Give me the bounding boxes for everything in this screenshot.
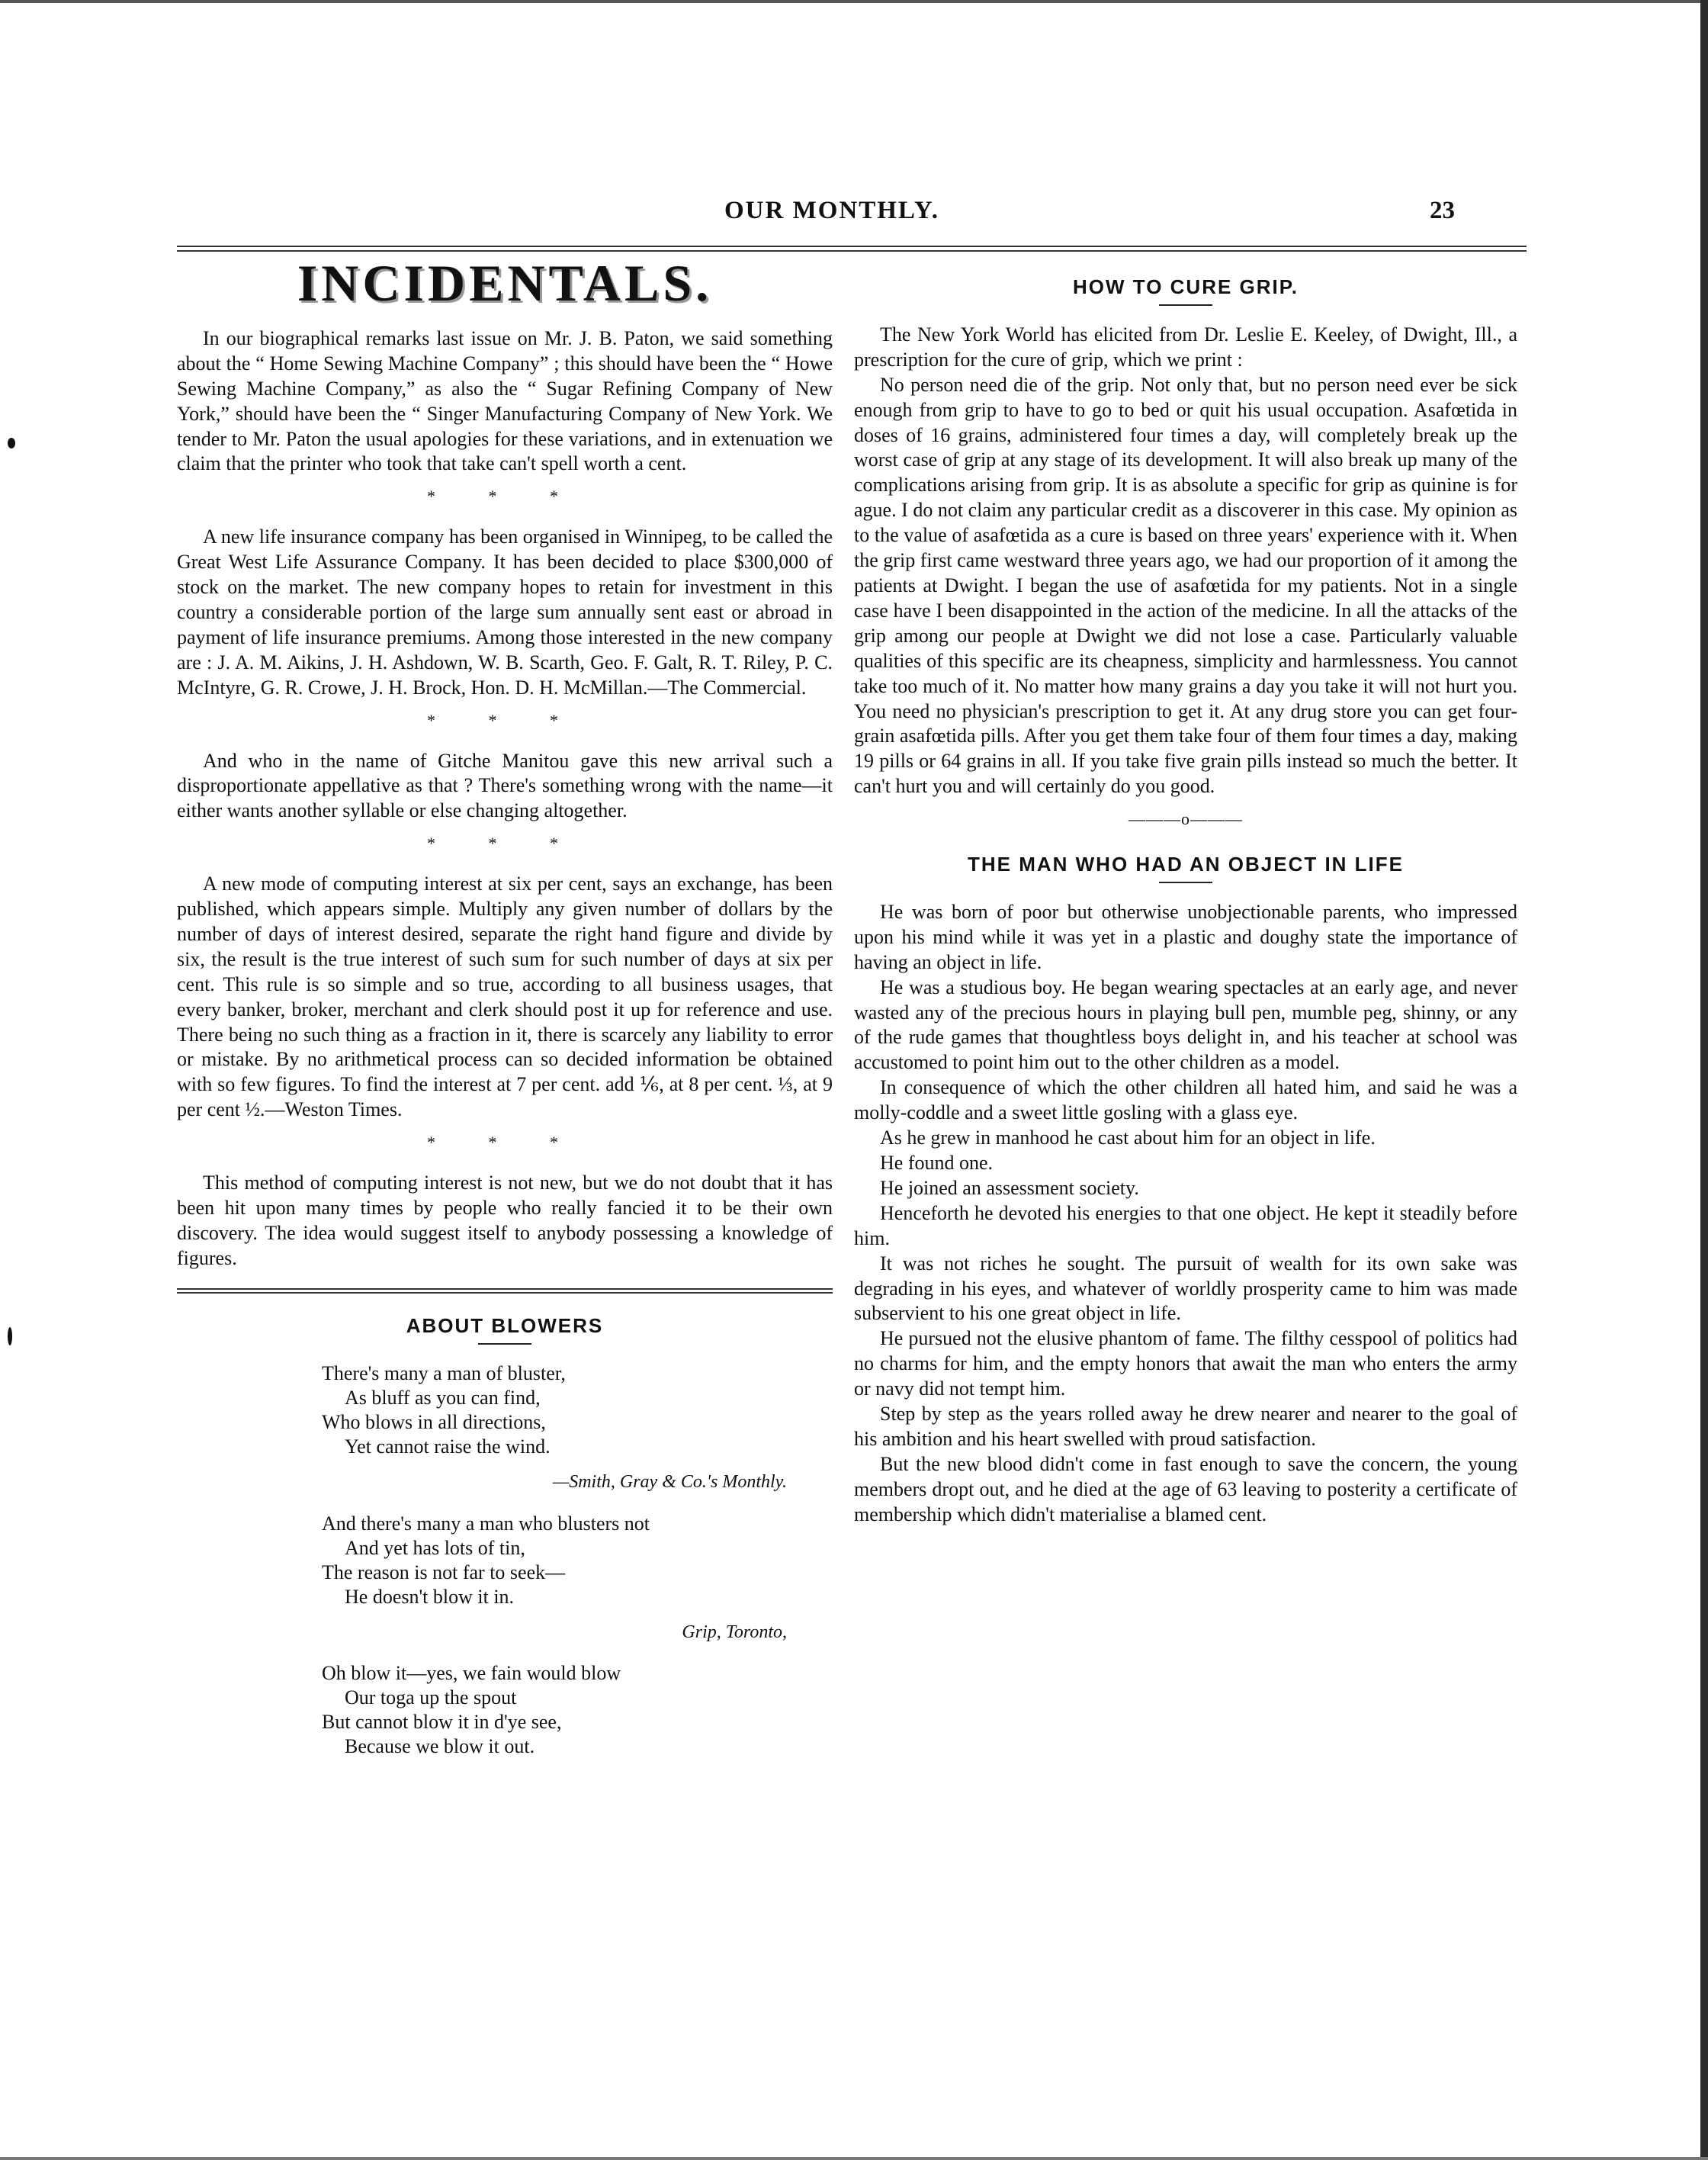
margin-mark [8,1327,12,1345]
verse-line: As bluff as you can find, [345,1386,541,1409]
paragraph: He joined an assessment society. [880,1176,1139,1199]
poem-verse-1 [322,1361,833,1459]
verse-line: Yet cannot raise the wind. [345,1435,551,1458]
verse-line: Because we blow it out. [345,1735,535,1758]
paragraph: In our biographical remarks last issue on Mr. J. B. Paton, we said something about the “ Home Sewing Machine Company” ; this should have been the “ Howe Sewing Machine Company,” as also the “ Sugar Refining Company of New York,” should have been the “ Singer Manufacturing Company of New York. We tender to Mr. Paton the usual apologies for these variations, and in extenuation we claim that the printer who took that take can't spell worth a cent. [177,326,833,475]
paragraph: As he grew in manhood he cast about him for an object in life. [880,1127,1376,1149]
verse-line: But cannot blow it in d'ye see, [322,1711,562,1734]
section-rule [177,1288,833,1294]
paragraph: Henceforth he devoted his energies to that one object. He kept it steadily before him. [854,1201,1517,1249]
verse-line: And yet has lots of tin, [345,1536,525,1559]
paragraph: No person need die of the grip. Not only that, but no person need ever be sick enough from grip to have to go to bed or quit his usual occupation. Asafœtida in doses of 16 grains, administered four times a day, will completely break up the worst case of grip at any stage of its development. It will also break up many of the complications arising from grip. It is as absolute a specific for grip as quinine is for ague. I do not claim any particular credit as a discoverer in this case. My opinion as to the value of asafœtida as a cure is based on three years' experience with it. When the grip first came westward three years ago, we had our proportion of it among the patients at Dwight. I began the use of asafœtida for my patients. Not in a single case have I been disappointed in the action of the medicine. In all the attacks of the grip among our people at Dwight we did not lose a case. Particularly valuable qualities of this specific are its cheapness, simplicity and harmlessness. You cannot take too much of it. No matter how many grains a day you take it will not hurt you. You need no physician's prescription to get it. At any drug store you can get four-grain asafœtida pills. After you get them take four of them four times a day, making 19 pills or 64 grains in all. If you take five grain pills instead so much the better. It can't hurt you and will certainly do you good. [854,373,1517,798]
paragraph: In consequence of which the other children all hated him, and said he was a molly-coddle and a sweet little gosling with a glass eye. [854,1076,1517,1124]
star-separator: * * * [427,1133,583,1152]
verse-line: There's many a man of bluster, [322,1361,566,1384]
left-column [177,254,833,1759]
heading-rule [1159,882,1212,883]
paragraph: A new mode of computing interest at six per cent, says an exchange, has been published, which appears simple. Multiply any given number of dollars by the number of days of interest desired, separate the right hand figure and divide by six, the result is the true interest of such sum for such number of days at six per cent. This rule is so simple and so true, according to all business usages, that every banker, broker, merchant and clerk should post it up for reference and use. There being no such thing as a fraction in it, there is scarcely any liability to error or mistake. By no arithmetical process can so decided information be obtained with so few figures. To find the interest at 7 per cent. add ⅙, at 8 per cent. ⅓, at 9 per cent ½.—Weston Times. [177,873,833,1121]
paragraph: It was not riches he sought. The pursuit of wealth for its own sake was degrading in his eyes, and whatever of worldly prosperity came to him was made subservient to his one great object in life. [854,1252,1517,1325]
attribution: —Smith, Gray & Co.'s Monthly. [552,1471,787,1492]
verse-line: Our toga up the spout [345,1686,517,1709]
verse-line: And there's many a man who blusters not [322,1512,650,1535]
star-separator: * * * [427,710,583,730]
paragraph: The New York World has elicited from Dr. Leslie E. Keeley, of Dwight, Ill., a prescription for the cure of grip, which we print : [854,323,1517,371]
paragraph: He found one. [880,1152,994,1174]
page-edge-right [1700,0,1708,2160]
paragraph: A new life insurance company has been organised in Winnipeg, to be called the Great West Life Assurance Company. It has been decided to place $300,000 of stock on the market. The new company hopes to retain for investment in this country a considerable portion of the large sum annually sent east or abroad in payment of life insurance premiums. Among those interested in the new company are : J. A. M. Aikins, J. H. Ashdown, W. B. Scarth, Geo. F. Galt, R. T. Riley, P. C. McIntyre, G. R. Crowe, J. H. Brock, Hon. D. H. McMillan.—The Commercial. [177,526,833,699]
margin-mark [8,438,15,448]
paragraph: He was born of poor but otherwise unobjectionable parents, who impressed upon his mind while it was yet in a plastic and doughy state the importance of having an object in life. [854,900,1517,973]
paragraph: This method of computing interest is not new, but we do not doubt that it has been hit upon many times by people who really fancied it to be their own discovery. The idea would suggest itself to anybody possessing a knowledge of figures. [177,1172,833,1269]
verse-line: He doesn't blow it in. [345,1585,515,1608]
star-separator: * * * [427,834,583,853]
heading-rule [1159,304,1212,306]
object-title: THE MAN WHO HAD AN OBJECT IN LIFE [967,853,1405,876]
paragraph: But the new blood didn't come in fast enough to save the concern, the young members dropt out, and he died at the age of 63 leaving to posterity a certificate of membership which didn't materialise a blamed cent. [854,1452,1517,1525]
blowers-title: ABOUT BLOWERS [406,1313,604,1337]
page-edge-top [0,0,1708,3]
page-edge-bottom [0,2157,1708,2160]
masthead: INCIDENTALS. [297,254,713,312]
right-column [854,275,1517,1528]
verse-line: Who blows in all directions, [322,1410,546,1433]
header-rule [177,246,1527,252]
verse-line: Oh blow it—yes, we fain would blow [322,1662,621,1685]
paragraph: And who in the name of Gitche Manitou gave this new arrival such a disproportionate appellative as that ? There's something wrong with the name—it either wants another syllable or else changing altogether. [177,749,833,822]
section-separator: ———o——— [1128,809,1243,829]
running-head: OUR MONTHLY. [724,197,939,224]
heading-rule [478,1343,531,1345]
paragraph: He was a studious boy. He began wearing spectacles at an early age, and never wasted any of the precious hours in playing bull pen, mumble peg, shinny, or any of the rude games that thoughtless boys delight in, and his teacher at school was accustomed to point him out to the other children as a model. [854,976,1517,1074]
paragraph: He pursued not the elusive phantom of fame. The filthy cesspool of politics had no charms for him, and the empty honors that await the man who enters the army or navy did not tempt him. [854,1327,1517,1400]
page-number: 23 [1430,197,1455,224]
paragraph: Step by step as the years rolled away he drew nearer and nearer to the goal of his ambition and his heart swelled with proud satisfaction. [854,1403,1517,1450]
poem-verse-3 [322,1661,833,1759]
attribution: Grip, Toronto, [682,1622,787,1642]
grip-title: HOW TO CURE GRIP. [1073,275,1299,298]
verse-line: The reason is not far to seek— [322,1561,566,1583]
star-separator: * * * [427,487,583,506]
poem-verse-2 [322,1512,833,1609]
